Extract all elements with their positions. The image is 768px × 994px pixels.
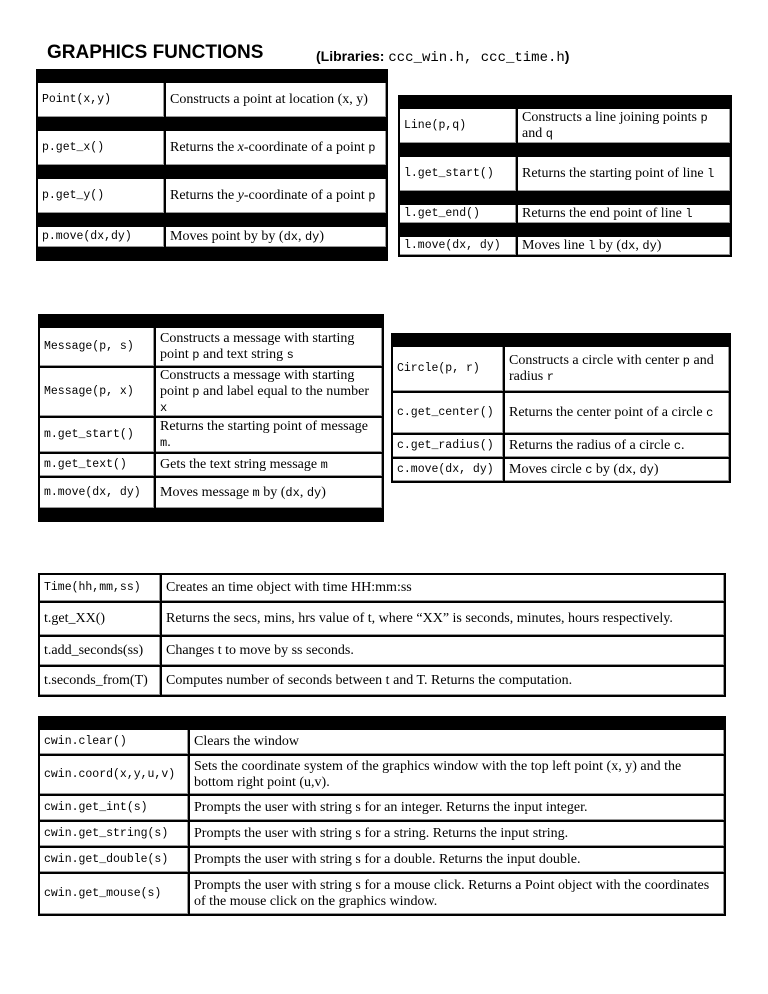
code-term: p: [682, 354, 690, 368]
function-signature: l.get_start(): [400, 157, 516, 191]
table-row: [40, 454, 382, 476]
function-signature: Time(hh,mm,ss): [40, 575, 160, 601]
table-row: [400, 157, 730, 191]
function-description: Changes t to move by ss seconds.: [162, 637, 724, 665]
function-description: Computes number of seconds between t and T. Returns the computation.: [162, 667, 724, 695]
table-top-rule: [40, 718, 724, 728]
function-signature: m.get_text(): [40, 454, 154, 476]
point-functions-table: [36, 69, 388, 261]
table-row: [38, 83, 386, 117]
table-row: [40, 822, 724, 846]
function-signature: m.move(dx, dy): [40, 478, 154, 508]
function-description: Sets the coordinate system of the graphics window with the top left point (x, y) and the bottom right point (u,v).: [190, 756, 724, 794]
function-description: Returns the secs, mins, hrs value of t, where “XX” is seconds, minutes, hours respectively.: [162, 603, 724, 635]
table-row: [40, 637, 724, 665]
code-term: m: [160, 436, 168, 450]
italic-term: y: [237, 188, 244, 203]
function-description: Moves circle c by (dx, dy): [505, 459, 729, 481]
code-term: p: [192, 385, 200, 399]
table-rule: [400, 225, 730, 235]
code-term: m: [320, 458, 328, 472]
table-row: [393, 435, 729, 457]
code-term: p: [192, 348, 200, 362]
table-separator: [38, 167, 386, 177]
function-signature: Message(p, s): [40, 328, 154, 366]
function-description: Constructs a circle with center p and radius r: [505, 347, 729, 391]
table-row: [40, 796, 724, 820]
function-signature: t.add_seconds(ss): [40, 637, 160, 665]
code-term: dx: [285, 486, 300, 500]
libraries-files: ccc_win.h, ccc_time.h: [388, 50, 565, 66]
function-description: Prompts the user with string s for a string. Returns the input string.: [190, 822, 724, 846]
code-term: p: [368, 189, 376, 203]
code-term: x: [160, 401, 168, 415]
function-description: Gets the text string message m: [156, 454, 382, 476]
code-term: dy: [304, 230, 320, 244]
function-description: Returns the end point of line l: [518, 205, 730, 223]
table-rule: [393, 335, 729, 345]
function-description: Prompts the user with string s for an integer. Returns the input integer.: [190, 796, 724, 820]
code-term: c: [673, 439, 682, 453]
function-signature: cwin.clear(): [40, 730, 188, 754]
function-description: Clears the window: [190, 730, 724, 754]
code-term: p: [368, 141, 376, 155]
table-separator: [400, 225, 730, 235]
code-term: l: [685, 207, 693, 221]
table-separator: [38, 119, 386, 129]
table-top-rule: [38, 71, 386, 81]
function-signature: Message(p, x): [40, 368, 154, 416]
function-signature: p.get_x(): [38, 131, 164, 165]
libraries-close: ): [564, 48, 570, 64]
function-description: Constructs a line joining points p and q: [518, 109, 730, 143]
function-description: Returns the starting point of line l: [518, 157, 730, 191]
function-description: Prompts the user with string s for a double. Returns the input double.: [190, 848, 724, 872]
function-description: Returns the radius of a circle c.: [505, 435, 729, 457]
table-separator: [400, 193, 730, 203]
function-description: Moves point by by (dx, dy): [166, 227, 386, 247]
table-row: [40, 667, 724, 695]
function-signature: c.get_radius(): [393, 435, 503, 457]
table-row: [38, 131, 386, 165]
code-term: l: [707, 167, 715, 181]
table-row: [40, 478, 382, 508]
code-term: dy: [306, 486, 322, 500]
function-signature: Point(x,y): [38, 83, 164, 117]
table-top-rule: [400, 97, 730, 107]
function-description: Creates an time object with time HH:mm:ss: [162, 575, 724, 601]
code-term: l: [588, 239, 596, 253]
table-top-rule: [393, 335, 729, 345]
table-row: [40, 756, 724, 794]
table-row: [40, 874, 724, 914]
table-rule: [40, 718, 724, 728]
table-rule: [38, 119, 386, 129]
function-signature: t.get_XX(): [40, 603, 160, 635]
table-row: [40, 328, 382, 366]
table-row: [400, 237, 730, 255]
function-signature: cwin.coord(x,y,u,v): [40, 756, 188, 794]
table-row: [40, 603, 724, 635]
table-separator: [400, 145, 730, 155]
window-functions-table: [38, 716, 726, 916]
function-signature: cwin.get_int(s): [40, 796, 188, 820]
table-row: [38, 227, 386, 247]
function-description: Moves line l by (dx, dy): [518, 237, 730, 255]
table-rule: [400, 145, 730, 155]
table-row: [40, 730, 724, 754]
function-signature: m.get_start(): [40, 418, 154, 452]
table-bottom-rule: [38, 249, 386, 259]
table-bottom-rule: [40, 510, 382, 520]
code-term: m: [252, 486, 260, 500]
table-row: [393, 459, 729, 481]
message-functions-table: [38, 314, 384, 522]
table-separator: [38, 215, 386, 225]
function-signature: l.move(dx, dy): [400, 237, 516, 255]
circle-functions-table: [391, 333, 731, 483]
function-signature: t.seconds_from(T): [40, 667, 160, 695]
italic-term: x: [237, 140, 244, 155]
table-top-rule: [40, 316, 382, 326]
function-description: Constructs a point at location (x, y): [166, 83, 386, 117]
code-term: s: [286, 348, 294, 362]
table-row: [40, 418, 382, 452]
libraries-label: (Libraries:: [316, 48, 389, 64]
table-row: [393, 347, 729, 391]
function-signature: l.get_end(): [400, 205, 516, 223]
table-rule: [400, 193, 730, 203]
function-description: Returns the starting point of message m.: [156, 418, 382, 452]
code-term: dx: [618, 463, 633, 477]
table-row: [400, 109, 730, 143]
function-signature: cwin.get_double(s): [40, 848, 188, 872]
table-rule: [38, 249, 386, 259]
code-term: dx: [283, 230, 298, 244]
function-description: Moves message m by (dx, dy): [156, 478, 382, 508]
function-description: Prompts the user with string s for a mouse click. Returns a Point object with the coordinates of the mouse click on the graphics window.: [190, 874, 724, 914]
function-signature: c.get_center(): [393, 393, 503, 433]
table-row: [40, 848, 724, 872]
code-term: c: [585, 463, 593, 477]
table-rule: [40, 316, 382, 326]
libraries-note: [316, 48, 569, 66]
table-row: [393, 393, 729, 433]
function-signature: cwin.get_mouse(s): [40, 874, 188, 914]
function-signature: p.get_y(): [38, 179, 164, 213]
code-term: dy: [639, 463, 654, 477]
table-row: [38, 179, 386, 213]
code-term: c: [706, 406, 714, 420]
code-term: p: [700, 111, 708, 125]
table-row: [40, 575, 724, 601]
table-rule: [38, 215, 386, 225]
line-functions-table: [398, 95, 732, 257]
table-rule: [38, 167, 386, 177]
function-signature: p.move(dx,dy): [38, 227, 164, 247]
code-term: r: [546, 370, 554, 384]
function-description: Constructs a message with starting point p and label equal to the number x: [156, 368, 382, 416]
function-description: Constructs a message with starting point p and text string s: [156, 328, 382, 366]
table-rule: [40, 510, 382, 520]
function-signature: Line(p,q): [400, 109, 516, 143]
time-functions-table: [38, 573, 726, 697]
code-term: q: [545, 127, 553, 141]
table-rule: [400, 97, 730, 107]
table-rule: [38, 71, 386, 81]
function-signature: Circle(p, r): [393, 347, 503, 391]
function-description: Returns the x-coordinate of a point p: [166, 131, 386, 165]
function-signature: cwin.get_string(s): [40, 822, 188, 846]
table-row: [40, 368, 382, 416]
function-description: Returns the center point of a circle c: [505, 393, 729, 433]
function-signature: c.move(dx, dy): [393, 459, 503, 481]
table-row: [400, 205, 730, 223]
function-description: Returns the y-coordinate of a point p: [166, 179, 386, 213]
page-title: GRAPHICS FUNCTIONS: [47, 42, 264, 63]
code-term: dy: [642, 239, 657, 253]
code-term: dx: [620, 239, 636, 253]
